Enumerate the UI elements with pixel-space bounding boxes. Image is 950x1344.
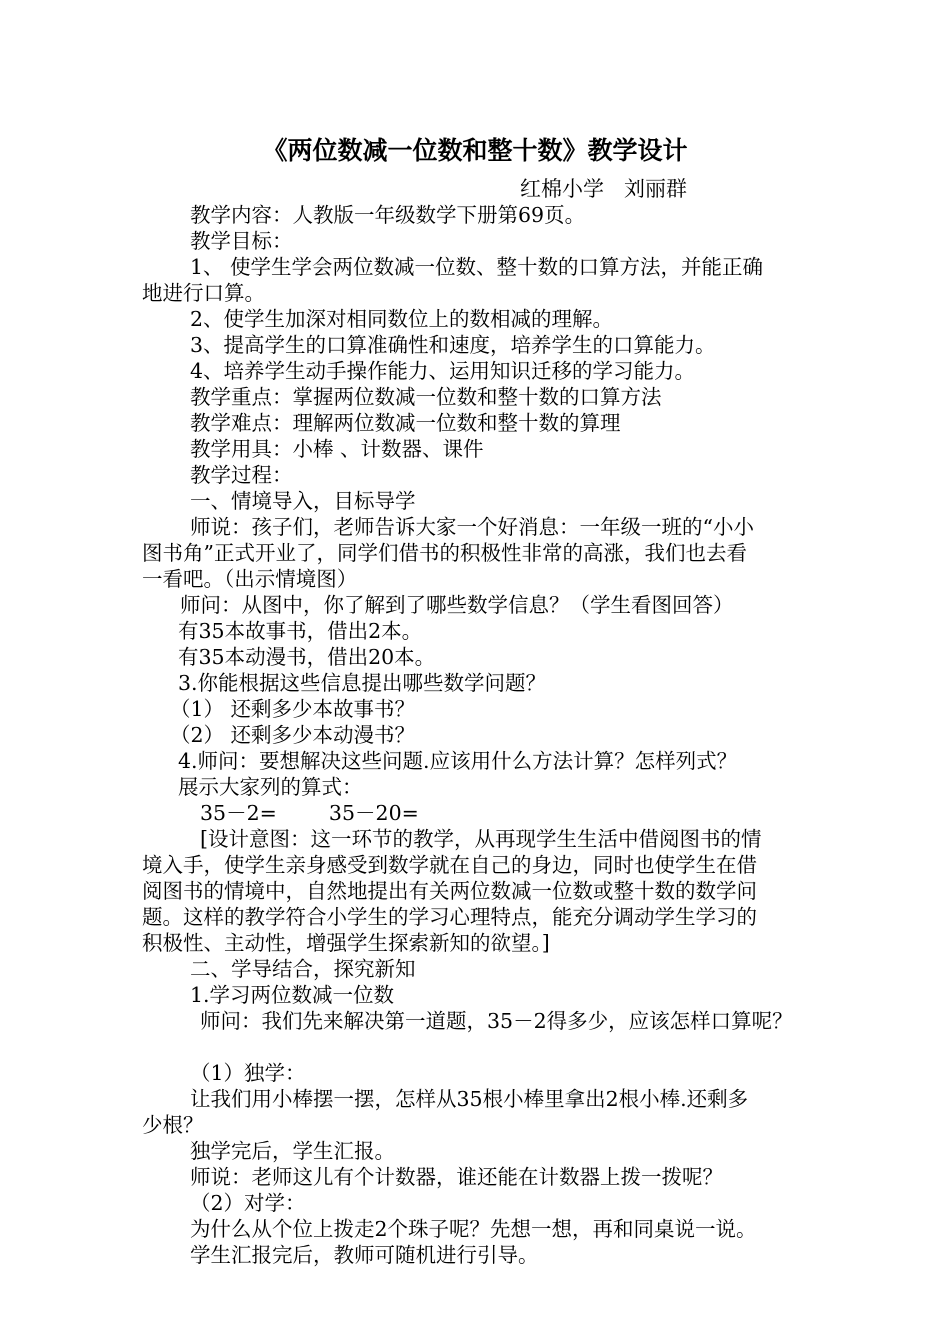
paragraph-line: 少根？ [142, 1113, 204, 1137]
teaching-focus: 教学重点：掌握两位数减一位数和整十数的口算方法 [190, 385, 662, 409]
design-intent-line: 积极性、主动性，增强学生探索新知的欲望。] [142, 931, 550, 955]
goal-1-line-2: 地进行口算。 [142, 281, 265, 305]
equations-line: 35－2= 35－20= [200, 801, 419, 825]
paragraph-line: 让我们用小棒摆一摆，怎样从35根小棒里拿出2根小棒.还剩多 [190, 1087, 749, 1111]
design-intent-line: 阅图书的情境中，自然地提出有关两位数减一位数或整十数的数学问 [142, 879, 757, 903]
design-intent-line: 题。这样的教学符合小学生的学习心理特点，能充分调动学生学习的 [142, 905, 757, 929]
section-2-heading: 二、学导结合，探究新知 [190, 957, 416, 981]
paragraph-line: 师说：老师这儿有个计数器，谁还能在计数器上拨一拨呢？ [190, 1165, 723, 1189]
goal-3: 3、提高学生的口算准确性和速度，培养学生的口算能力。 [190, 333, 716, 357]
teaching-goals-heading: 教学目标： [190, 229, 293, 253]
section-1-heading: 一、情境导入，目标导学 [190, 489, 416, 513]
paragraph-line: 3.你能根据这些信息提出哪些数学问题？ [178, 671, 547, 695]
pair-study-heading: （2）对学： [190, 1191, 306, 1215]
goal-1-line-1: 1、 使学生学会两位数减一位数、整十数的口算方法，并能正确 [190, 255, 764, 279]
paragraph-line: 有35本故事书，借出2本。 [178, 619, 423, 643]
goal-2: 2、使学生加深对相同数位上的数相减的理解。 [190, 307, 614, 331]
independent-study-heading: （1）独学： [190, 1061, 306, 1085]
paragraph-line: 学生汇报完后，教师可随机进行引导。 [190, 1243, 539, 1267]
teaching-process-heading: 教学过程： [190, 463, 293, 487]
paragraph-line: 师问：我们先来解决第一道题，35－2得多少，应该怎样口算呢？ [200, 1009, 793, 1033]
paragraph-line: 有35本动漫书，借出20本。 [178, 645, 436, 669]
question-1: （1） 还剩多少本故事书？ [170, 697, 416, 721]
design-intent-line: 境入手，使学生亲身感受到数学就在自己的身边，同时也使学生在借 [142, 853, 757, 877]
author-line: 红棉小学 刘丽群 [520, 177, 688, 201]
subsection-heading: 1.学习两位数减一位数 [190, 983, 395, 1007]
design-intent-line: [设计意图：这一环节的教学，从再现学生生活中借阅图书的情 [200, 827, 762, 851]
paragraph-line: 师说：孩子们，老师告诉大家一个好消息：一年级一班的“小小 [190, 515, 754, 539]
paragraph-line: 为什么从个位上拨走2个珠子呢？先想一想，再和同桌说一说。 [190, 1217, 757, 1241]
document-title: 《两位数减一位数和整十数》教学设计 [262, 136, 688, 165]
paragraph-line: 展示大家列的算式： [178, 775, 363, 799]
paragraph-line: 一看吧。（出示情境图） [142, 567, 358, 591]
paragraph-line: 4.师问：要想解决这些问题.应该用什么方法计算？怎样列式？ [178, 749, 738, 773]
teaching-difficulty: 教学难点：理解两位数减一位数和整十数的算理 [190, 411, 621, 435]
paragraph-line: 师问：从图中，你了解到了哪些数学信息？（学生看图回答） [180, 593, 734, 617]
paragraph-line: 独学完后，学生汇报。 [190, 1139, 395, 1163]
teaching-tools: 教学用具：小棒 、计数器、课件 [190, 437, 484, 461]
teaching-content: 教学内容：人教版一年级数学下册第69页。 [190, 203, 586, 227]
goal-4: 4、培养学生动手操作能力、运用知识迁移的学习能力。 [190, 359, 696, 383]
question-2: （2） 还剩多少本动漫书？ [170, 723, 416, 747]
paragraph-line: 图书角”正式开业了，同学们借书的积极性非常的高涨，我们也去看 [142, 541, 747, 565]
